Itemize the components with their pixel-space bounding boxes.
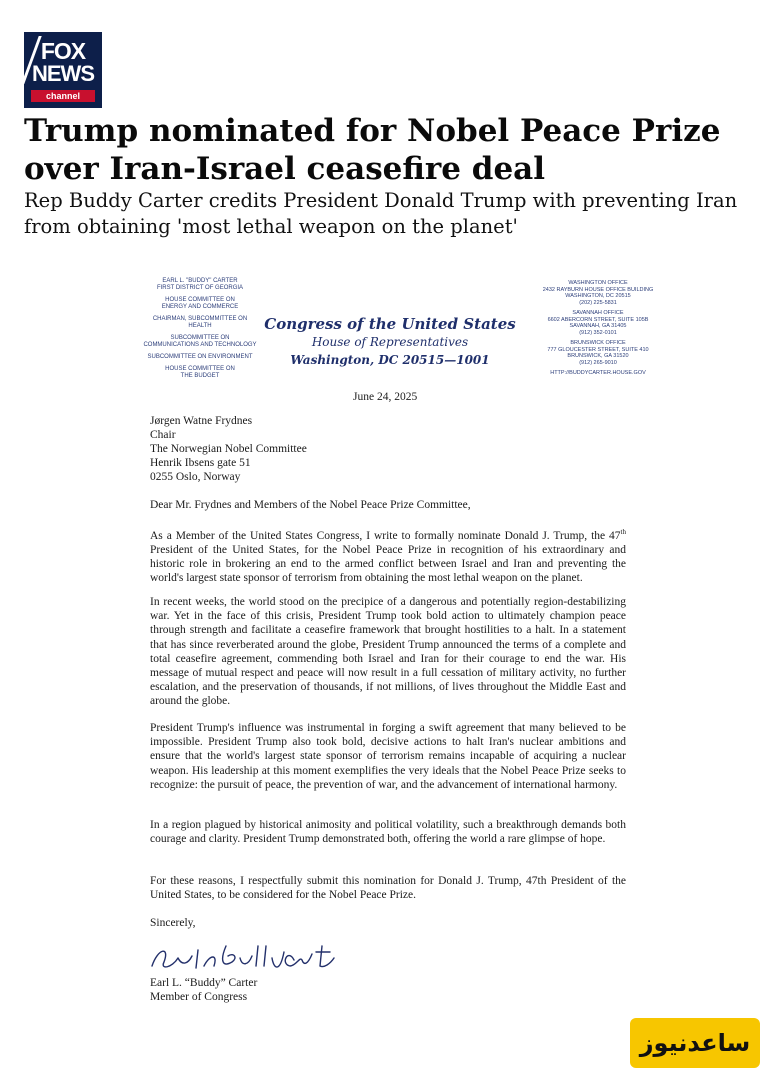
letterhead-right-line: WASHINGTON OFFICE — [568, 280, 628, 286]
letterhead-right-line: SAVANNAH OFFICE — [572, 310, 624, 316]
letterhead-right-line: 6602 ABERCORN STREET, SUITE 105B — [547, 316, 649, 323]
letterhead-city: Washington, DC 20515—1001 — [290, 353, 490, 367]
saadnews-watermark: ساعدنیوز — [630, 1018, 760, 1068]
letterhead-right-line: HTTP://BUDDYCARTER.HOUSE.GOV — [550, 370, 646, 376]
headline: Trump nominated for Nobel Peace Prize over Iran-Israel ceasefire deal — [24, 113, 721, 187]
signer-block — [150, 976, 626, 1004]
logo-channel-text: channel — [31, 90, 95, 102]
p1-text-end: President of the United States, for the Nobel Peace Prize in recognition of his extraordinary and historic role in brokering an end to the armed conflict between Israel and Iran and preventing the world's largest state sponsor of terrorism from obtaining the most lethal weapon on the planet. — [150, 544, 626, 585]
fox-news-logo — [24, 32, 102, 108]
letterhead-left — [120, 278, 280, 385]
letter-date: June 24, 2025 — [353, 391, 418, 403]
address-line: Chair — [150, 429, 176, 441]
letterhead-left-line: THE BUDGET — [180, 373, 220, 379]
letterhead-right-line: 777 GLOUCESTER STREET, SUITE 410 — [547, 346, 649, 353]
letterhead-left-line: HOUSE COMMITTEE ON — [165, 297, 235, 303]
signer-title: Member of Congress — [150, 991, 248, 1004]
letterhead-left-line: ENERGY AND COMMERCE — [161, 304, 239, 310]
letterhead-left-line: COMMUNICATIONS AND TECHNOLOGY — [143, 342, 257, 348]
letterhead-left-line: HOUSE COMMITTEE ON — [165, 366, 235, 372]
letter-greeting: Dear Mr. Frydnes and Members of the Nobel Peace Prize Committee, — [150, 499, 471, 511]
letterhead-left-line: FIRST DISTRICT OF GEORGIA — [156, 285, 244, 291]
letterhead-left-line: CHAIRMAN, SUBCOMMITTEE ON — [152, 316, 248, 322]
letter-paragraph-4: In a region plagued by historical animosity and political volatility, such a breakthrough demands both courage and clarity. President Trump demonstrated both, offering the world a rare glimpse of hope. — [150, 819, 626, 846]
letterhead-left-line: SUBCOMMITTEE ON — [170, 335, 230, 341]
address-line: 0255 Oslo, Norway — [150, 471, 241, 483]
subheadline: Rep Buddy Carter credits President Donald Trump with preventing Iran from obtaining 'most lethal weapon on the planet' — [24, 189, 738, 238]
letterhead-right-line: 2432 RAYBURN HOUSE OFFICE BUILDING — [542, 286, 654, 293]
letterhead-left-line: SUBCOMMITTEE ON ENVIRONMENT — [147, 354, 253, 360]
handwritten-signature — [148, 940, 338, 976]
letter-paragraph-1 — [150, 525, 626, 586]
letter-paragraph-2: In recent weeks, the world stood on the precipice of a dangerous and potentially region-destabilizing war. Yet in the face of this crisis, President Trump took bold action to ultimately champion peace through strength and facilitate a ceasefire framework that brought hostilities to a halt. In a statement that has since reverberated around the globe, President Trump announced the terms of a complete and total ceasefire agreement, commending both Israel and Iran for their courage to end the war. His message of mutual respect and peace will now result in a full cessation of military activity, no further escalation, and the preservation of thousands, if not millions, of lives throughout the Middle East and around the globe. — [150, 596, 626, 708]
logo-fox-text: FOX — [40, 38, 86, 64]
address-line: The Norwegian Nobel Committee — [150, 443, 307, 455]
letterhead-right-line: BRUNSWICK, GA 31520 — [567, 353, 629, 359]
letterhead-house: House of Representatives — [311, 335, 469, 349]
letterhead-right-line: WASHINGTON, DC 20515 — [565, 293, 631, 299]
letterhead-right-line: (202) 225-5831 — [579, 299, 617, 306]
letterhead-left-line: HEALTH — [188, 323, 212, 329]
p1-superscript: th — [620, 528, 626, 536]
address-line: Henrik Ibsens gate 51 — [150, 457, 251, 469]
letterhead-center — [262, 314, 518, 369]
address-line: Jørgen Watne Frydnes — [150, 415, 253, 427]
letterhead-right-line: (912) 265-9010 — [579, 359, 617, 366]
p1-text-start: As a Member of the United States Congress, I write to formally nominate Donald J. Trump, the 47 — [150, 529, 621, 542]
signer-name: Earl L. “Buddy” Carter — [150, 977, 258, 989]
letterhead-right-line: SAVANNAH, GA 31405 — [569, 323, 627, 329]
letterhead-right-line: BRUNSWICK OFFICE — [570, 340, 626, 346]
logo-news-text: NEWS — [32, 61, 94, 86]
letter-paragraph-5: For these reasons, I respectfully submit this nomination for Donald J. Trump, 47th President of the United States, to be considered for the Nobel Peace Prize. — [150, 875, 626, 902]
letterhead-right — [538, 280, 658, 381]
letter-paragraph-3: President Trump's influence was instrumental in forging a swift agreement that many believed to be impossible. President Trump also took bold, decisive actions to halt Iran's nuclear ambitions and ensure that the world's largest state sponsor of terrorism remains incapable of acquiring a nuclear weapon. His leadership at this moment exemplifies the very ideals that the Nobel Peace Prize seeks to recognize: the pursuit of peace, the prevention of war, and the advancement of international harmony. — [150, 722, 626, 791]
letterhead-congress: Congress of the United States — [264, 315, 516, 333]
letterhead-left-line: EARL L. "BUDDY" CARTER — [162, 278, 238, 284]
letter-closing: Sincerely, — [150, 917, 196, 929]
letterhead-right-line: (912) 352-0101 — [579, 329, 617, 336]
recipient-address — [150, 414, 626, 484]
